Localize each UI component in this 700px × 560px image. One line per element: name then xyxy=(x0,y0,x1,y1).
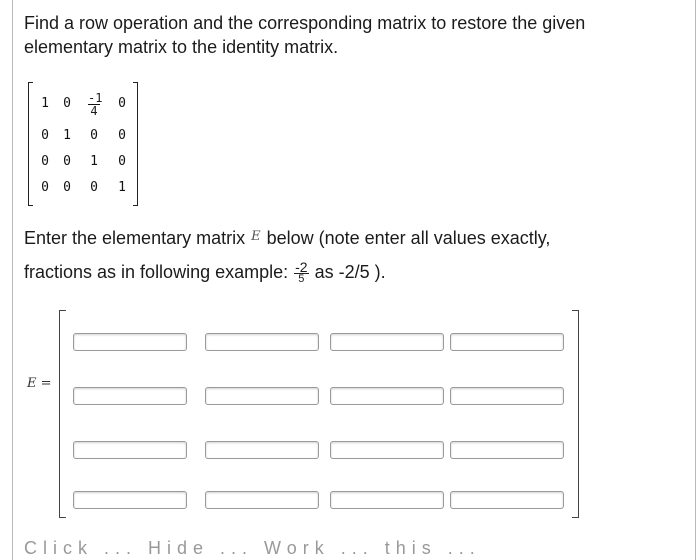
given-cell: 0 xyxy=(63,96,71,111)
given-matrix-right-bracket xyxy=(133,82,138,206)
matrix-cell-input-r3c1[interactable] xyxy=(73,441,187,459)
matrix-cell-input-r4c3[interactable] xyxy=(330,491,444,509)
given-cell-fraction xyxy=(84,92,104,117)
answer-matrix-right-bracket xyxy=(572,310,579,518)
given-cell: 0 xyxy=(63,180,71,195)
given-cell: 0 xyxy=(41,128,49,143)
example-numerator: -2 xyxy=(295,259,308,275)
answer-matrix-left-bracket xyxy=(59,310,66,518)
instructions-text: Enter the elementary matrix xyxy=(24,228,246,248)
matrix-cell-input-r3c4[interactable] xyxy=(450,441,564,459)
matrix-cell-input-r4c1[interactable] xyxy=(73,491,187,509)
given-cell: 1 xyxy=(63,128,71,143)
instructions-text: as -2/5 ). xyxy=(314,262,386,282)
equals-sign: = xyxy=(40,376,52,391)
given-matrix-left-bracket xyxy=(28,82,33,206)
matrix-cell-input-r2c1[interactable] xyxy=(73,387,187,405)
given-cell: 0 xyxy=(118,96,126,111)
given-cell: 0 xyxy=(90,128,98,143)
given-cell: 0 xyxy=(90,180,98,195)
matrix-cell-input-r1c3[interactable] xyxy=(330,333,444,351)
given-matrix xyxy=(28,82,138,206)
example-denominator: 5 xyxy=(298,273,305,285)
matrix-cell-input-r4c2[interactable] xyxy=(205,491,319,509)
instructions-line-2 xyxy=(24,259,386,285)
fraction-denominator: 4 xyxy=(90,104,98,118)
matrix-cell-input-r2c4[interactable] xyxy=(450,387,564,405)
answer-matrix xyxy=(59,310,579,518)
example-fraction xyxy=(294,259,308,285)
given-cell: 1 xyxy=(90,154,98,169)
fraction-numerator: -1 xyxy=(88,91,103,105)
answer-matrix-symbol: E xyxy=(27,376,37,391)
matrix-cell-input-r1c2[interactable] xyxy=(205,333,319,351)
answer-matrix-label xyxy=(27,376,52,391)
instructions-text: below (note enter all values exactly, xyxy=(266,228,551,248)
matrix-cell-input-r3c2[interactable] xyxy=(205,441,319,459)
given-cell: 0 xyxy=(41,154,49,169)
given-cell: 0 xyxy=(41,180,49,195)
given-cell: 1 xyxy=(41,96,49,111)
instructions-line-1 xyxy=(24,228,550,249)
matrix-cell-input-r4c4[interactable] xyxy=(450,491,564,509)
matrix-cell-input-r2c2[interactable] xyxy=(205,387,319,405)
matrix-cell-input-r1c1[interactable] xyxy=(73,333,187,351)
cut-off-text: Click ... Hide ... Work ... this ... xyxy=(24,538,481,558)
question-text: Find a row operation and the corresponding matrix to restore the given elementary matrix to the identity matrix. xyxy=(24,13,586,57)
given-cell: 0 xyxy=(118,128,126,143)
matrix-cell-input-r3c3[interactable] xyxy=(330,441,444,459)
given-cell: 0 xyxy=(63,154,71,169)
instructions-text: fractions as in following example: xyxy=(24,262,289,282)
matrix-cell-input-r1c4[interactable] xyxy=(450,333,564,351)
matrix-symbol: E xyxy=(251,229,261,244)
given-cell: 1 xyxy=(118,180,126,195)
given-cell: 0 xyxy=(118,154,126,169)
matrix-cell-input-r2c3[interactable] xyxy=(330,387,444,405)
